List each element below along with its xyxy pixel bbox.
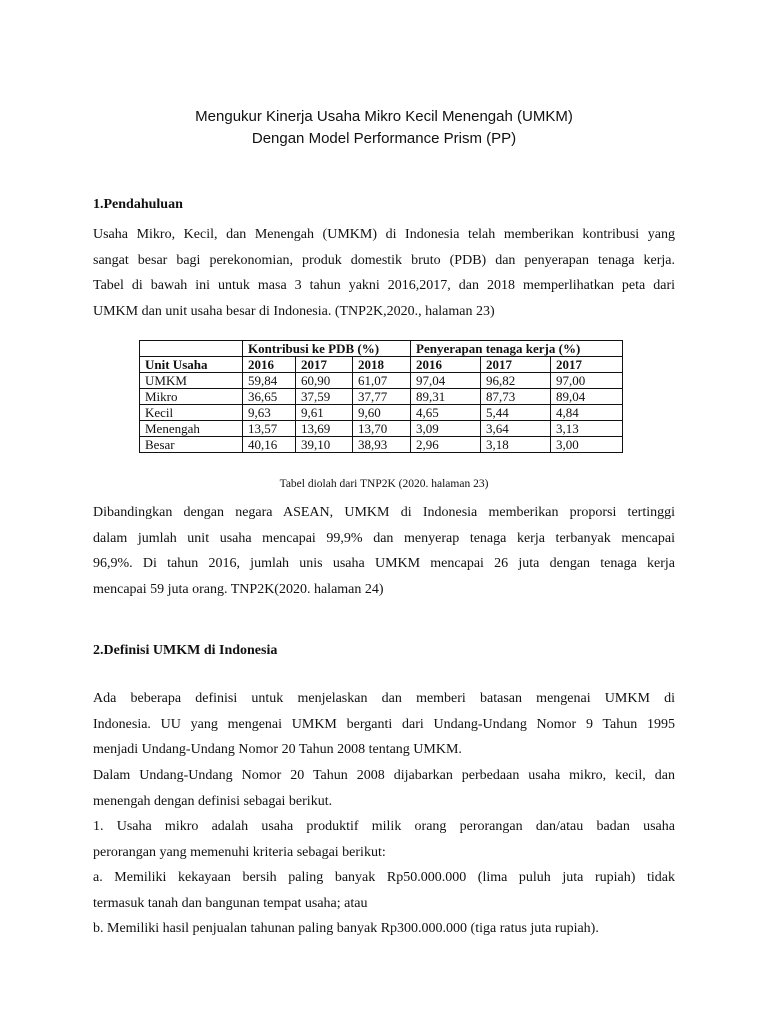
text-line: sangat besar bagi perekonomian, produk domestik bruto (PDB) dan penyerapan tenaga kerja. [93, 252, 675, 268]
title-line-1: Mengukur Kinerja Usaha Mikro Kecil Menengah (UMKM) [195, 108, 573, 125]
table-row [140, 373, 623, 389]
table-year-header: 2017 [481, 357, 551, 373]
table-year-header: 2017 [296, 357, 353, 373]
text-line: Dibandingkan dengan negara ASEAN, UMKM di Indonesia memberikan proporsi tertinggi [93, 505, 675, 520]
table-row [140, 405, 623, 421]
table-cell: 9,63 [243, 405, 296, 421]
text-line: menjadi Undang-Undang Nomor 20 Tahun 2008 tentang UMKM. [93, 742, 462, 757]
table-header-row [140, 341, 623, 357]
table-cell: 3,09 [411, 421, 481, 437]
table-cell: 5,44 [481, 405, 551, 421]
table-cell: 3,64 [481, 421, 551, 437]
table-cell: 4,65 [411, 405, 481, 421]
table-year-header: 2017 [551, 357, 623, 373]
text-line: 96,9%. Di tahun 2016, jumlah unis usaha UMKM mencapai 26 juta dengan tenaga kerja [93, 556, 675, 571]
table-cell-unit: Kecil [140, 405, 243, 421]
table-cell: 2,96 [411, 437, 481, 453]
text-line: 1. Usaha mikro adalah usaha produktif milik orang perorangan dan/atau badan usaha [93, 819, 675, 834]
table-row [140, 421, 623, 437]
text-line: UMKM dan unit usaha besar di Indonesia. (TNP2K,2020., halaman 23) [93, 303, 495, 319]
table-cell: 36,65 [243, 389, 296, 405]
table-group-header-pdb: Kontribusi ke PDB (%) [243, 341, 411, 357]
text-line: dalam jumlah unit usaha mencapai 99,9% dan menyerap tenaga kerja terbanyak mencapai [93, 530, 675, 546]
text-line: perorangan yang memenuhi kriteria sebagai berikut: [93, 844, 386, 860]
table-caption: Tabel diolah dari TNP2K (2020. halaman 23) [279, 478, 489, 490]
table-cell: 37,77 [353, 389, 411, 405]
table-year-header: 2016 [243, 357, 296, 373]
table-cell: 97,00 [551, 373, 623, 389]
document-title [0, 106, 768, 150]
section-heading-pendahuluan: 1.Pendahuluan [93, 197, 183, 212]
umkm-data-table [139, 340, 623, 453]
table-cell: 89,31 [411, 389, 481, 405]
text-line: termasuk tanah dan bangunan tempat usaha; atau [93, 895, 368, 911]
table-cell: 4,84 [551, 405, 623, 421]
table-cell: 61,07 [353, 373, 411, 389]
table-cell: 13,69 [296, 421, 353, 437]
text-line: b. Memiliki hasil penjualan tahunan paling banyak Rp300.000.000 (tiga ratus juta rupiah). [93, 921, 599, 936]
paragraph-intro [93, 222, 675, 324]
text-line: mencapai 59 juta orang. TNP2K(2020. halaman 24) [93, 581, 384, 597]
table-year-row [140, 357, 623, 373]
table-cell-unit: UMKM [140, 373, 243, 389]
text-line: Ada beberapa definisi untuk menjelaskan dan memberi batasan mengenai UMKM di [93, 691, 675, 706]
table-cell: 3,18 [481, 437, 551, 453]
paragraph-usaha-mikro [93, 814, 675, 865]
text-line: a. Memiliki kekayaan bersih paling banyak Rp50.000.000 (lima puluh juta rupiah) tidak [93, 870, 675, 885]
text-line: Tabel di bawah ini untuk masa 3 tahun yakni 2016,2017, dan 2018 memperlihatkan peta dari [93, 278, 675, 293]
table-cell: 87,73 [481, 389, 551, 405]
table-group-header-tenaga-kerja: Penyerapan tenaga kerja (%) [411, 341, 623, 357]
table-cell: 3,13 [551, 421, 623, 437]
text-line: Indonesia. UU yang mengenai UMKM berganti dari Undang-Undang Nomor 9 Tahun 1995 [93, 716, 675, 732]
text-line: Dalam Undang-Undang Nomor 20 Tahun 2008 dijabarkan perbedaan usaha mikro, kecil, dan [93, 768, 675, 783]
table-unit-header: Unit Usaha [140, 357, 243, 373]
text-line: Usaha Mikro, Kecil, dan Menengah (UMKM) di Indonesia telah memberikan kontribusi yang [93, 227, 675, 242]
table-year-header: 2018 [353, 357, 411, 373]
table-cell-unit: Mikro [140, 389, 243, 405]
table-cell: 3,00 [551, 437, 623, 453]
table-cell: 60,90 [296, 373, 353, 389]
table-row [140, 389, 623, 405]
table-row [140, 437, 623, 453]
table-cell-unit: Besar [140, 437, 243, 453]
table-cell-unit: Menengah [140, 421, 243, 437]
table-cell: 38,93 [353, 437, 411, 453]
table-year-header: 2016 [411, 357, 481, 373]
table-cell: 13,70 [353, 421, 411, 437]
table-cell: 9,60 [353, 405, 411, 421]
table-cell: 39,10 [296, 437, 353, 453]
table-cell: 9,61 [296, 405, 353, 421]
text-line: menengah dengan definisi sebagai berikut. [93, 793, 333, 809]
table-cell: 59,84 [243, 373, 296, 389]
paragraph-asean [93, 500, 675, 602]
table-cell: 13,57 [243, 421, 296, 437]
table-cell: 89,04 [551, 389, 623, 405]
title-line-2: Dengan Model Performance Prism (PP) [251, 130, 517, 147]
paragraph-undang-undang [93, 763, 675, 814]
section-heading-definisi: 2.Definisi UMKM di Indonesia [93, 643, 278, 658]
paragraph-kriteria-b [93, 916, 675, 942]
paragraph-definisi [93, 686, 675, 763]
table-empty-corner [140, 341, 243, 357]
table-cell: 96,82 [481, 373, 551, 389]
paragraph-kriteria-a [93, 865, 675, 916]
table-cell: 37,59 [296, 389, 353, 405]
table-cell: 40,16 [243, 437, 296, 453]
table-cell: 97,04 [411, 373, 481, 389]
